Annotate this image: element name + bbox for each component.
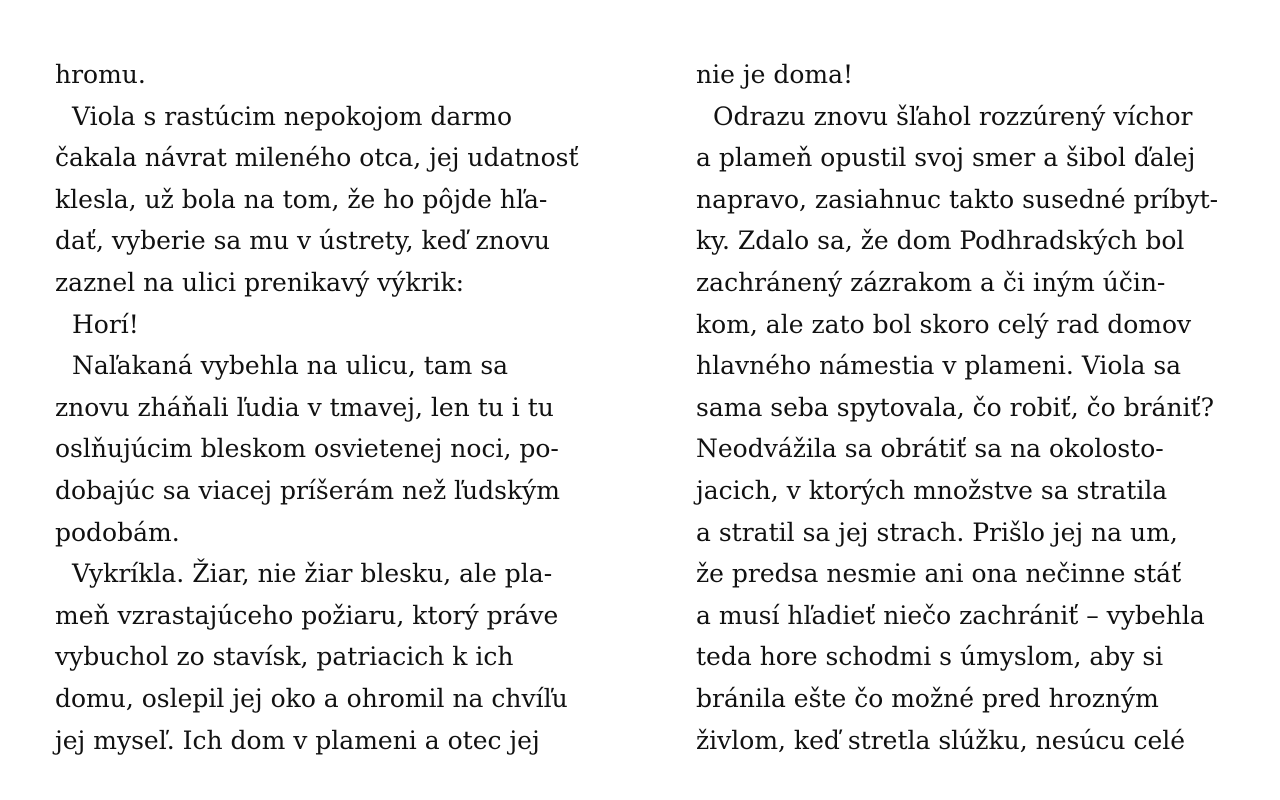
right-page (696, 54, 1236, 761)
text-line: napravo, zasiahnuc takto susedné príbyt- (696, 184, 1219, 214)
text-line: dobajúc sa viacej príšerám než ľudským (55, 475, 560, 505)
text-line: domu, oslepil jej oko a ohromil na chvíľu (55, 683, 568, 713)
text-line: bránila ešte čo možné pred hrozným (696, 683, 1159, 713)
text-line: nie je doma! (696, 60, 854, 89)
text-line: meň vzrastajúceho požiaru, ktorý práve (55, 600, 559, 630)
text-line: že predsa nesmie ani ona nečinne stáť (696, 559, 1182, 589)
text-line: Horí! (72, 309, 139, 339)
text-line: zachránený zázrakom a či iným účin- (696, 267, 1166, 297)
text-line: hromu. (55, 60, 146, 89)
text-line: a stratil sa jej strach. Prišlo jej na um, (696, 517, 1178, 547)
text-line: oslňujúcim bleskom osvietenej noci, po- (55, 434, 559, 464)
text-line: jacich, v ktorých množstve sa stratila (696, 475, 1168, 505)
text-line: zaznel na ulici prenikavý výkrik: (55, 267, 465, 297)
text-line: Odrazu znovu šľahol rozzúrený víchor (713, 101, 1193, 131)
text-line: dať, vyberie sa mu v ústrety, keď znovu (55, 226, 550, 256)
text-line: Naľakaná vybehla na ulicu, tam sa (72, 351, 509, 381)
text-line: jej myseľ. Ich dom v plameni a otec jej (55, 725, 540, 755)
text-line: teda hore schodmi s úmyslom, aby si (696, 642, 1164, 672)
text-line: kom, ale zato bol skoro celý rad domov (696, 309, 1192, 339)
text-line: sama seba spytovala, čo robiť, čo brániť? (696, 392, 1214, 422)
left-page (55, 54, 595, 761)
text-line: Viola s rastúcim nepokojom darmo (72, 101, 512, 131)
text-line: znovu zháňali ľudia v tmavej, len tu i tu (55, 392, 554, 422)
text-line: a plameň opustil svoj smer a šibol ďalej (696, 143, 1196, 173)
text-line: vybuchol zo stavísk, patriacich k ich (55, 642, 514, 672)
text-line: čakala návrat mileného otca, jej udatnosť (55, 143, 579, 173)
text-line: a musí hľadieť niečo zachrániť – vybehla (696, 600, 1205, 630)
text-line: hlavného námestia v plameni. Viola sa (696, 351, 1182, 381)
text-line: Vykríkla. Žiar, nie žiar blesku, ale pla- (72, 559, 553, 589)
text-line: Neodvážila sa obrátiť sa na okolosto- (696, 434, 1164, 464)
text-line: podobám. (55, 517, 180, 547)
text-line: klesla, už bola na tom, že ho pôjde hľa- (55, 184, 548, 214)
text-line: ky. Zdalo sa, že dom Podhradských bol (696, 226, 1185, 256)
text-line: živlom, keď stretla slúžku, nesúcu celé (696, 725, 1186, 755)
